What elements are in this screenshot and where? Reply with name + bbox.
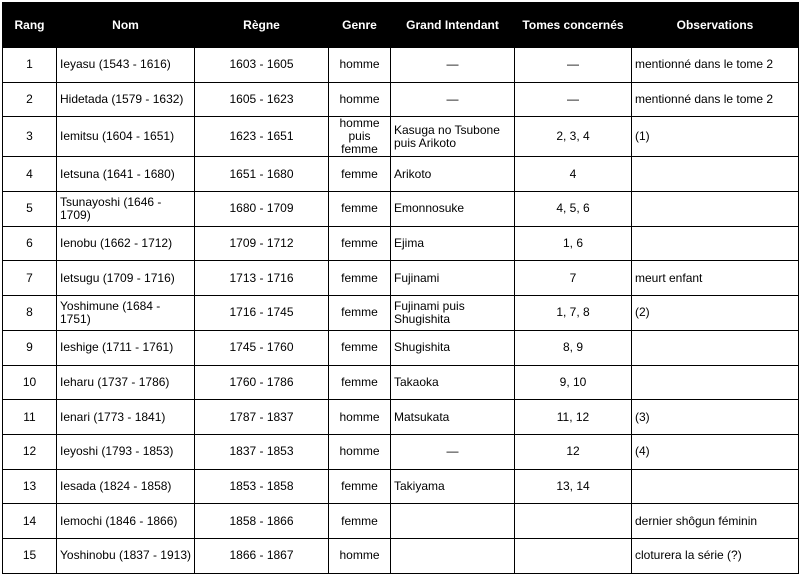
cell-observations <box>632 469 799 504</box>
table-row <box>3 261 799 296</box>
table-body <box>3 48 799 574</box>
cell-nom: Yoshinobu (1837 - 1913) <box>57 538 195 573</box>
cell-nom: Tsunayoshi (1646 - 1709) <box>57 192 195 227</box>
cell-grand-intendant: — <box>391 48 515 83</box>
cell-genre: homme <box>329 434 391 469</box>
cell-tomes: 8, 9 <box>515 330 632 365</box>
cell-genre: homme <box>329 82 391 117</box>
table-row <box>3 48 799 83</box>
cell-nom: Ieyoshi (1793 - 1853) <box>57 434 195 469</box>
cell-regne: 1716 - 1745 <box>195 296 329 331</box>
cell-genre: homme puis femme <box>329 117 391 157</box>
cell-genre: femme <box>329 261 391 296</box>
cell-observations: mentionné dans le tome 2 <box>632 48 799 83</box>
cell-tomes: 11, 12 <box>515 400 632 435</box>
table-row <box>3 157 799 192</box>
cell-regne: 1651 - 1680 <box>195 157 329 192</box>
cell-observations <box>632 157 799 192</box>
cell-grand-intendant: Matsukata <box>391 400 515 435</box>
cell-observations <box>632 192 799 227</box>
cell-tomes <box>515 538 632 573</box>
cell-observations: dernier shôgun féminin <box>632 504 799 539</box>
cell-genre: femme <box>329 296 391 331</box>
header-genre: Genre <box>329 3 391 48</box>
cell-genre: femme <box>329 469 391 504</box>
cell-genre: homme <box>329 538 391 573</box>
cell-regne: 1713 - 1716 <box>195 261 329 296</box>
cell-observations: mentionné dans le tome 2 <box>632 82 799 117</box>
table-row <box>3 504 799 539</box>
cell-grand-intendant: Arikoto <box>391 157 515 192</box>
cell-nom: Ietsuna (1641 - 1680) <box>57 157 195 192</box>
table-row <box>3 330 799 365</box>
cell-nom: Ietsugu (1709 - 1716) <box>57 261 195 296</box>
cell-grand-intendant: Fujinami <box>391 261 515 296</box>
cell-genre: femme <box>329 157 391 192</box>
table-row <box>3 538 799 573</box>
cell-genre: femme <box>329 365 391 400</box>
cell-observations: meurt enfant <box>632 261 799 296</box>
cell-regne: 1837 - 1853 <box>195 434 329 469</box>
cell-grand-intendant: Kasuga no Tsubone puis Arikoto <box>391 117 515 157</box>
cell-grand-intendant <box>391 538 515 573</box>
cell-regne: 1745 - 1760 <box>195 330 329 365</box>
cell-nom: Yoshimune (1684 - 1751) <box>57 296 195 331</box>
cell-genre: homme <box>329 400 391 435</box>
cell-grand-intendant: Takaoka <box>391 365 515 400</box>
cell-tomes: — <box>515 48 632 83</box>
cell-tomes: 13, 14 <box>515 469 632 504</box>
cell-rang: 12 <box>3 434 57 469</box>
cell-genre: femme <box>329 192 391 227</box>
table-row <box>3 469 799 504</box>
cell-observations <box>632 226 799 261</box>
cell-nom: Ieyasu (1543 - 1616) <box>57 48 195 83</box>
cell-rang: 1 <box>3 48 57 83</box>
cell-tomes: 2, 3, 4 <box>515 117 632 157</box>
cell-tomes: — <box>515 82 632 117</box>
table-row <box>3 400 799 435</box>
shogun-table <box>2 2 799 574</box>
cell-rang: 2 <box>3 82 57 117</box>
cell-observations: cloturera la série (?) <box>632 538 799 573</box>
cell-regne: 1866 - 1867 <box>195 538 329 573</box>
cell-regne: 1787 - 1837 <box>195 400 329 435</box>
table-row <box>3 192 799 227</box>
cell-rang: 6 <box>3 226 57 261</box>
cell-tomes: 12 <box>515 434 632 469</box>
header-grand-intendant: Grand Intendant <box>391 3 515 48</box>
cell-regne: 1709 - 1712 <box>195 226 329 261</box>
cell-genre: homme <box>329 48 391 83</box>
cell-grand-intendant <box>391 504 515 539</box>
cell-rang: 7 <box>3 261 57 296</box>
cell-regne: 1680 - 1709 <box>195 192 329 227</box>
shogun-table-container <box>2 2 798 574</box>
table-row <box>3 82 799 117</box>
cell-rang: 3 <box>3 117 57 157</box>
cell-observations <box>632 365 799 400</box>
cell-rang: 4 <box>3 157 57 192</box>
cell-genre: femme <box>329 330 391 365</box>
cell-regne: 1858 - 1866 <box>195 504 329 539</box>
cell-observations: (4) <box>632 434 799 469</box>
cell-genre: femme <box>329 226 391 261</box>
header-nom: Nom <box>57 3 195 48</box>
cell-nom: Ieshige (1711 - 1761) <box>57 330 195 365</box>
cell-regne: 1853 - 1858 <box>195 469 329 504</box>
cell-nom: Hidetada (1579 - 1632) <box>57 82 195 117</box>
cell-grand-intendant: Fujinami puis Shugishita <box>391 296 515 331</box>
cell-observations: (3) <box>632 400 799 435</box>
cell-grand-intendant: Ejima <box>391 226 515 261</box>
cell-rang: 9 <box>3 330 57 365</box>
table-row <box>3 117 799 157</box>
cell-observations: (1) <box>632 117 799 157</box>
cell-tomes: 4 <box>515 157 632 192</box>
header-tomes: Tomes concernés <box>515 3 632 48</box>
cell-tomes <box>515 504 632 539</box>
cell-observations <box>632 330 799 365</box>
cell-tomes: 1, 7, 8 <box>515 296 632 331</box>
cell-rang: 8 <box>3 296 57 331</box>
cell-grand-intendant: Shugishita <box>391 330 515 365</box>
cell-nom: Ienari (1773 - 1841) <box>57 400 195 435</box>
cell-grand-intendant: Emonnosuke <box>391 192 515 227</box>
cell-tomes: 9, 10 <box>515 365 632 400</box>
cell-observations: (2) <box>632 296 799 331</box>
cell-grand-intendant: — <box>391 82 515 117</box>
cell-nom: Ieharu (1737 - 1786) <box>57 365 195 400</box>
cell-regne: 1760 - 1786 <box>195 365 329 400</box>
table-row <box>3 365 799 400</box>
cell-nom: Iesada (1824 - 1858) <box>57 469 195 504</box>
cell-rang: 15 <box>3 538 57 573</box>
header-rang: Rang <box>3 3 57 48</box>
cell-tomes: 1, 6 <box>515 226 632 261</box>
cell-grand-intendant: Takiyama <box>391 469 515 504</box>
table-row <box>3 296 799 331</box>
table-row <box>3 434 799 469</box>
cell-grand-intendant: — <box>391 434 515 469</box>
cell-regne: 1603 - 1605 <box>195 48 329 83</box>
cell-regne: 1623 - 1651 <box>195 117 329 157</box>
cell-nom: Ienobu (1662 - 1712) <box>57 226 195 261</box>
cell-nom: Iemitsu (1604 - 1651) <box>57 117 195 157</box>
cell-rang: 11 <box>3 400 57 435</box>
header-observations: Observations <box>632 3 799 48</box>
header-regne: Règne <box>195 3 329 48</box>
cell-rang: 10 <box>3 365 57 400</box>
cell-genre: femme <box>329 504 391 539</box>
cell-rang: 14 <box>3 504 57 539</box>
cell-nom: Iemochi (1846 - 1866) <box>57 504 195 539</box>
cell-tomes: 4, 5, 6 <box>515 192 632 227</box>
cell-regne: 1605 - 1623 <box>195 82 329 117</box>
header-row <box>3 3 799 48</box>
table-row <box>3 226 799 261</box>
cell-rang: 5 <box>3 192 57 227</box>
cell-tomes: 7 <box>515 261 632 296</box>
cell-rang: 13 <box>3 469 57 504</box>
